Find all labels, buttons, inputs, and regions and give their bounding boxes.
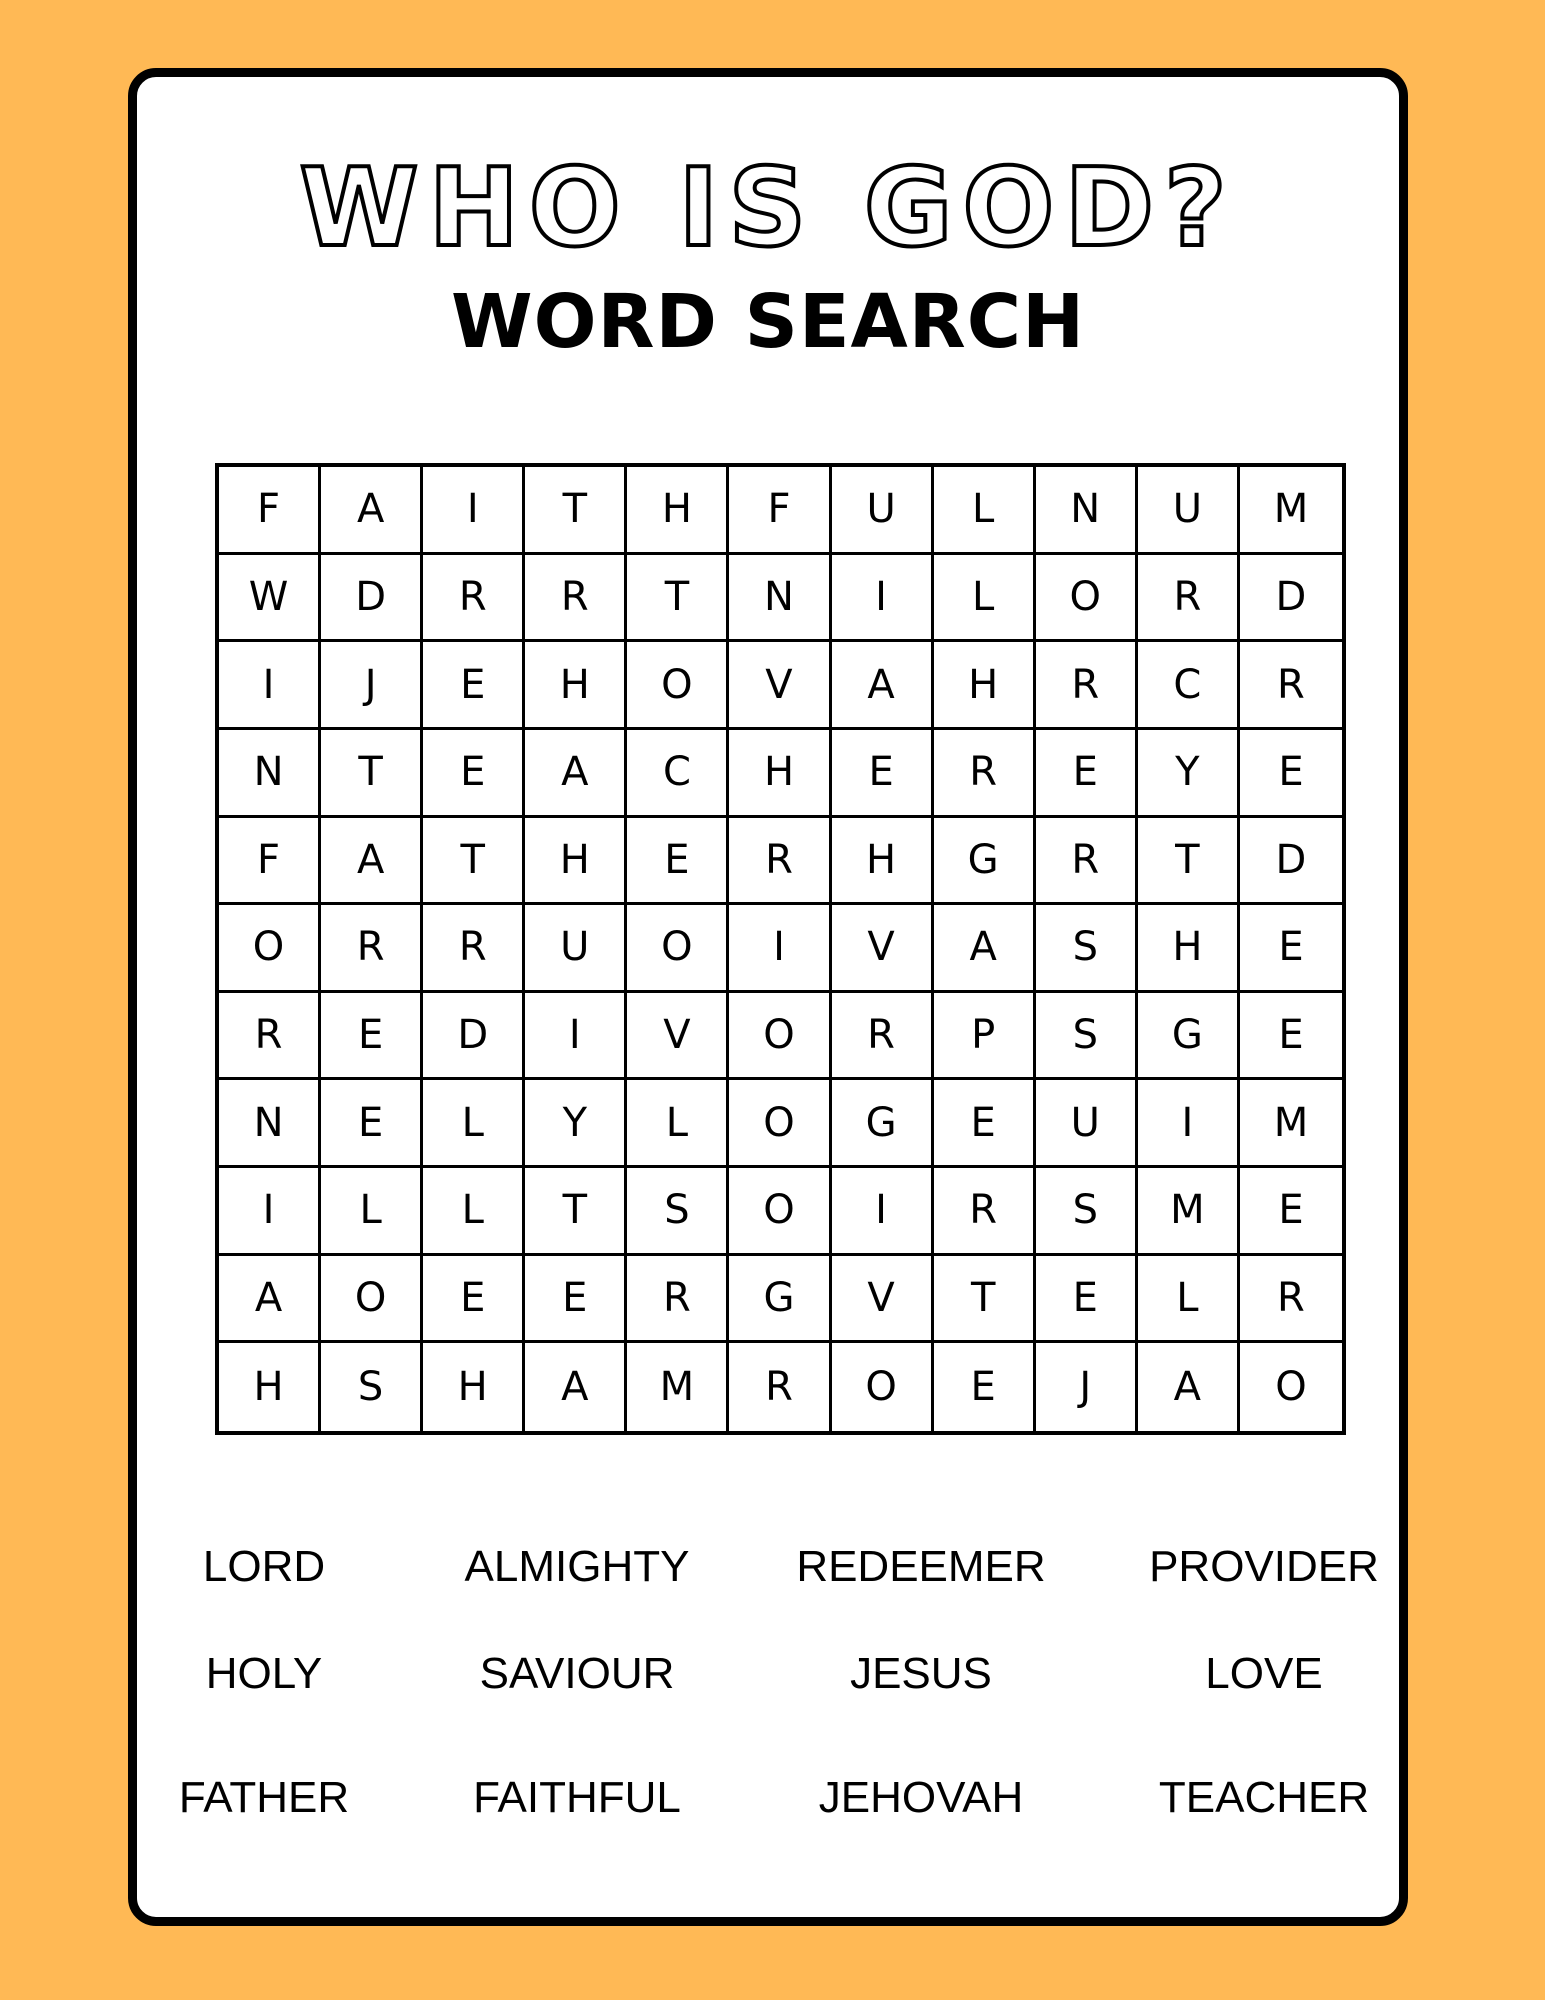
word-list-item: JESUS — [850, 1649, 992, 1698]
word-list-item: TEACHER — [1158, 1773, 1370, 1822]
grid-cell[interactable]: O — [1275, 1364, 1307, 1411]
grid-cell[interactable]: E — [1036, 1256, 1138, 1344]
grid-cell[interactable]: I — [219, 1168, 321, 1256]
grid-cell[interactable]: O — [1036, 555, 1138, 643]
grid-cell[interactable]: V — [627, 993, 729, 1081]
grid-cell[interactable]: E — [423, 730, 525, 818]
grid-cell[interactable]: I — [219, 642, 321, 730]
grid-cell[interactable]: A — [219, 1256, 321, 1344]
grid-cell[interactable]: S — [627, 1168, 729, 1256]
grid-cell[interactable]: V — [832, 905, 934, 993]
grid-cell[interactable]: I — [832, 555, 934, 643]
grid-cell[interactable]: Y — [1138, 730, 1240, 818]
grid-cell[interactable]: E — [1036, 730, 1138, 818]
grid-cell[interactable]: M — [1138, 1168, 1240, 1256]
grid-cell[interactable]: I — [729, 905, 831, 993]
grid-cell[interactable]: J — [321, 642, 423, 730]
grid-cell[interactable]: H — [934, 642, 1036, 730]
grid-cell[interactable]: A — [1138, 1343, 1240, 1431]
grid-cell[interactable]: I — [423, 467, 525, 555]
grid-cell[interactable]: J — [1036, 1343, 1138, 1431]
grid-cell[interactable]: L — [627, 1080, 729, 1168]
grid-cell[interactable]: S — [321, 1343, 423, 1431]
word-list-item: HOLY — [205, 1649, 323, 1698]
grid-cell[interactable]: R — [1240, 1256, 1342, 1344]
grid-cell[interactable]: E — [321, 1080, 423, 1168]
grid-cell[interactable]: R — [423, 555, 525, 643]
grid-cell[interactable]: T — [525, 1168, 627, 1256]
grid-cell[interactable]: E — [1240, 730, 1342, 818]
grid-cell[interactable]: I — [1138, 1080, 1240, 1168]
grid-cell[interactable]: D — [1240, 555, 1342, 643]
grid-cell[interactable]: A — [321, 467, 423, 555]
grid-cell[interactable]: M — [1240, 1080, 1342, 1168]
grid-cell[interactable]: R — [423, 905, 525, 993]
grid-cell[interactable]: O — [627, 905, 729, 993]
grid-cell[interactable]: A — [525, 1343, 627, 1431]
word-list-item: FAITHFUL — [473, 1773, 681, 1822]
grid-cell[interactable]: Y — [525, 1080, 627, 1168]
grid-cell[interactable]: A — [525, 730, 627, 818]
grid-cell[interactable]: G — [729, 1256, 831, 1344]
grid-cell[interactable]: A — [934, 905, 1036, 993]
worksheet-subtitle: WORD SEARCH — [450, 279, 1086, 365]
grid-cell[interactable]: L — [934, 467, 1036, 555]
grid-cell[interactable]: D — [423, 993, 525, 1081]
grid-cell[interactable]: L — [934, 555, 1036, 643]
grid-cell[interactable]: O — [832, 1343, 934, 1431]
grid-cell[interactable]: C — [627, 730, 729, 818]
grid-cell[interactable]: L — [423, 1080, 525, 1168]
word-list-item: REDEEMER — [796, 1542, 1046, 1591]
grid-cell[interactable]: L — [321, 1168, 423, 1256]
grid-cell[interactable]: V — [729, 642, 831, 730]
grid-cell[interactable]: L — [1138, 1256, 1240, 1344]
grid-cell[interactable]: R — [627, 1256, 729, 1344]
grid-cell[interactable]: E — [1240, 1168, 1342, 1256]
grid-cell[interactable]: E — [832, 730, 934, 818]
grid-cell[interactable]: O — [627, 642, 729, 730]
grid-cell[interactable]: D — [321, 555, 423, 643]
grid-cell[interactable]: F — [219, 467, 321, 555]
word-list-item: PROVIDER — [1149, 1542, 1379, 1591]
grid-cell[interactable]: G — [832, 1080, 934, 1168]
grid-cell[interactable]: R — [525, 555, 627, 643]
grid-cell[interactable]: F — [729, 467, 831, 555]
grid-cell[interactable]: C — [1138, 642, 1240, 730]
word-list-item: JEHOVAH — [818, 1773, 1024, 1822]
grid-cell[interactable]: I — [832, 1168, 934, 1256]
grid-cell[interactable]: H — [219, 1343, 321, 1431]
grid-cell[interactable]: T — [627, 555, 729, 643]
grid-cell[interactable]: R — [1036, 818, 1138, 906]
grid-cell[interactable]: R — [1138, 555, 1240, 643]
grid-cell[interactable]: I — [525, 993, 627, 1081]
grid-cell[interactable]: U — [832, 467, 934, 555]
grid-cell[interactable]: R — [934, 1168, 1036, 1256]
grid-cell[interactable]: R — [1036, 642, 1138, 730]
grid-cell[interactable]: H — [525, 818, 627, 906]
grid-cell[interactable]: N — [219, 730, 321, 818]
grid-cell[interactable]: R — [832, 993, 934, 1081]
grid-cell[interactable]: R — [219, 993, 321, 1081]
grid-cell[interactable]: H — [627, 467, 729, 555]
grid-cell[interactable]: T — [321, 730, 423, 818]
grid-cell[interactable]: L — [423, 1168, 525, 1256]
grid-cell[interactable]: S — [1036, 905, 1138, 993]
grid-cell[interactable]: T — [1138, 818, 1240, 906]
word-list-item: ALMIGHTY — [464, 1542, 690, 1591]
word-list-item: FATHER — [178, 1773, 350, 1822]
grid-cell[interactable]: H — [832, 818, 934, 906]
grid-cell[interactable]: H — [1138, 905, 1240, 993]
grid-cell[interactable]: G — [1138, 993, 1240, 1081]
word-list-item: LORD — [202, 1542, 326, 1591]
grid-cell[interactable]: E — [423, 1256, 525, 1344]
grid-cell[interactable]: V — [832, 1256, 934, 1344]
grid-cell[interactable]: E — [934, 1080, 1036, 1168]
grid-cell[interactable]: E — [627, 818, 729, 906]
worksheet-title: WHO IS GOD? — [299, 146, 1237, 271]
grid-cell[interactable]: U — [525, 905, 627, 993]
letter-grid — [215, 463, 1346, 1435]
grid-cell[interactable]: R — [321, 905, 423, 993]
grid-cell[interactable]: O — [729, 1080, 831, 1168]
grid-cell[interactable]: E — [1240, 993, 1342, 1081]
grid-cell[interactable]: N — [729, 555, 831, 643]
grid-cell[interactable]: E — [525, 1256, 627, 1344]
grid-cell[interactable]: N — [1036, 467, 1138, 555]
grid-cell[interactable]: H — [525, 642, 627, 730]
grid-cell[interactable]: E — [423, 642, 525, 730]
grid-cell[interactable]: R — [729, 818, 831, 906]
grid-cell[interactable]: U — [1138, 467, 1240, 555]
grid-cell[interactable]: M — [627, 1343, 729, 1431]
grid-cell[interactable]: O — [729, 1168, 831, 1256]
grid-cell[interactable]: S — [1036, 1168, 1138, 1256]
word-list-item: LOVE — [1205, 1649, 1323, 1698]
grid-cell[interactable]: H — [423, 1343, 525, 1431]
grid-cell[interactable]: R — [934, 730, 1036, 818]
grid-cell[interactable]: M — [1240, 467, 1342, 555]
worksheet-card — [128, 68, 1408, 1926]
grid-cell[interactable]: O — [321, 1256, 423, 1344]
word-list-item: SAVIOUR — [479, 1649, 675, 1698]
grid-cell[interactable]: A — [832, 642, 934, 730]
grid-cell[interactable]: P — [934, 993, 1036, 1081]
grid-cell[interactable]: N — [219, 1080, 321, 1168]
grid-cell[interactable]: U — [1036, 1080, 1138, 1168]
grid-cell[interactable]: R — [729, 1343, 831, 1431]
grid-cell[interactable]: T — [525, 467, 627, 555]
grid-cell[interactable]: E — [1240, 905, 1342, 993]
grid-cell[interactable]: S — [1036, 993, 1138, 1081]
grid-cell[interactable]: O — [219, 905, 321, 993]
grid-cell[interactable]: F — [219, 818, 321, 906]
grid-cell[interactable]: T — [423, 818, 525, 906]
grid-cell[interactable]: T — [934, 1256, 1036, 1344]
grid-cell[interactable]: E — [321, 993, 423, 1081]
grid-cell[interactable]: E — [934, 1343, 1036, 1431]
grid-cell[interactable]: G — [934, 818, 1036, 906]
grid-cell[interactable]: A — [321, 818, 423, 906]
grid-cell[interactable]: R — [1240, 642, 1342, 730]
grid-cell[interactable]: H — [729, 730, 831, 818]
grid-cell[interactable]: W — [219, 555, 321, 643]
grid-cell[interactable]: O — [729, 993, 831, 1081]
grid-cell[interactable]: D — [1240, 818, 1342, 906]
